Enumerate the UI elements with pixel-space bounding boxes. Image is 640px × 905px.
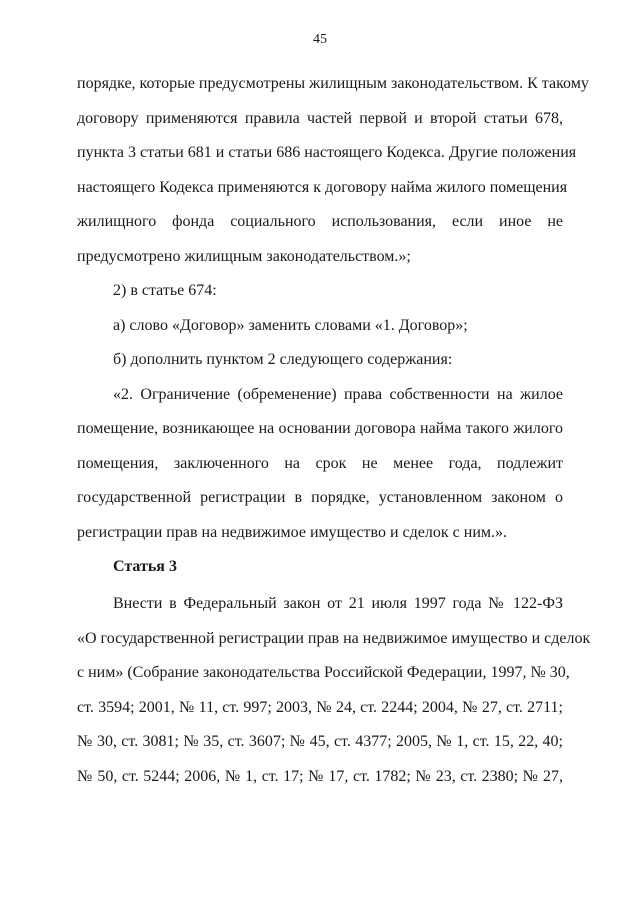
text-line: «2. Ограничение (обременение) права собственности на жилое bbox=[113, 385, 563, 403]
text-line: помещения, заключенного на срок не менее года, подлежит bbox=[77, 454, 563, 472]
body-text-bottom bbox=[77, 587, 591, 794]
text-line: «О государственной регистрации прав на недвижимое имущество и сделок bbox=[77, 629, 591, 647]
text-line: с ним» (Собрание законодательства Российской Федерации, 1997, № 30, bbox=[77, 664, 570, 681]
text-line: регистрации прав на недвижимое имущество и сделок с ним.». bbox=[77, 523, 507, 541]
text-line: пункта 3 статьи 681 и статьи 686 настоящего Кодекса. Другие положения bbox=[77, 144, 577, 161]
text-line: государственной регистрации в порядке, установленном законом о bbox=[77, 489, 563, 506]
text-line: 2) в статье 674: bbox=[113, 282, 217, 299]
body-text-top bbox=[77, 67, 589, 550]
text-line: настоящего Кодекса применяются к договору найма жилого помещения bbox=[77, 178, 568, 196]
text-line: жилищного фонда социального использования, если иное не bbox=[77, 213, 563, 230]
text-line: а) слово «Договор» заменить словами «1. Договор»; bbox=[113, 316, 468, 334]
text-line: договору применяются правила частей первой и второй статьи 678, bbox=[77, 109, 563, 127]
text-line: № 30, ст. 3081; № 35, ст. 3607; № 45, ст. 4377; 2005, № 1, ст. 15, 22, 40; bbox=[77, 733, 563, 750]
body-text-article bbox=[77, 550, 563, 585]
text-line: № 50, ст. 5244; 2006, № 1, ст. 17; № 17, ст. 1782; № 23, ст. 2380; № 27, bbox=[77, 767, 563, 785]
page-number: 45 bbox=[313, 32, 327, 47]
text-line: ст. 3594; 2001, № 11, ст. 997; 2003, № 24, ст. 2244; 2004, № 27, ст. 2711; bbox=[77, 698, 563, 716]
text-line: б) дополнить пунктом 2 следующего содержания: bbox=[113, 351, 453, 368]
text-line: предусмотрено жилищным законодательством.»; bbox=[77, 247, 411, 265]
article-heading: Статья 3 bbox=[113, 558, 177, 575]
text-line: Внести в Федеральный закон от 21 июля 1997 года № 122-ФЗ bbox=[113, 595, 563, 612]
text-line: помещение, возникающее на основании договора найма такого жилого bbox=[77, 420, 563, 437]
text-line: порядке, которые предусмотрены жилищным законодательством. К такому bbox=[77, 75, 589, 92]
